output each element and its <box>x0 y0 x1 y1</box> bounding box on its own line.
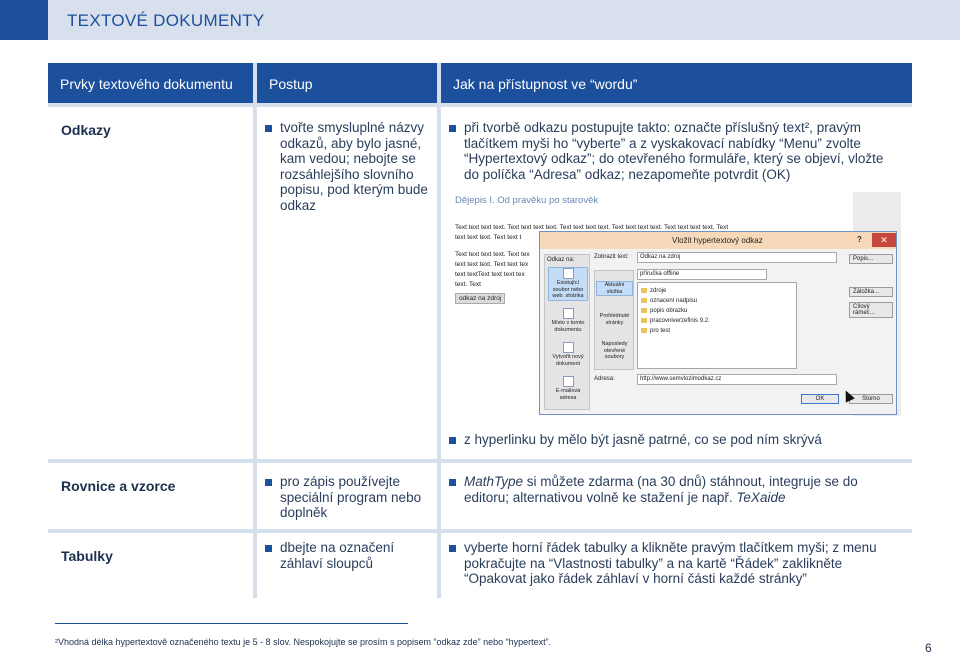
header-label: Postup <box>269 76 313 92</box>
browse-browsed-pages[interactable]: Prohlédnuté stránky <box>599 313 630 326</box>
file-list-item[interactable]: zdroje <box>641 288 666 294</box>
cancel-button[interactable]: Storno <box>849 394 893 404</box>
browse-current-folder[interactable]: Aktuální složka <box>596 281 633 296</box>
list-item: při tvorbě odkazu postupujte takto: označte příslušný text², pravým tlačítkem myši ho “vyberte” a z vyskakovací nabídky “Menu” zvolte “Hypertextový odkaz”; do otevřeného formuláře, který se objeví, vložte do políčka “Adresa” odkaz; nezapomeňte potvrdit (OK) <box>449 120 894 182</box>
browse-recent-files[interactable]: Naposledy otevřené soubory <box>601 341 628 360</box>
link-option-existing-file[interactable] <box>548 267 588 301</box>
list-item: dbejte na označení záhlaví sloupců <box>265 540 433 571</box>
row-rovnice-label-cell <box>48 463 253 529</box>
new-document-icon <box>563 342 574 353</box>
header-label: Jak na přístupnost ve “wordu” <box>453 76 638 92</box>
file-list-item[interactable]: pracovniverzefinis 9.2. <box>641 318 710 324</box>
file-list <box>637 282 797 369</box>
doc-text-line: text text text. Text text tex <box>455 261 529 268</box>
address-input[interactable]: http://www.semvlozimodkaz.cz <box>637 374 837 385</box>
row-label: Rovnice a vzorce <box>61 478 176 494</box>
row-rovnice-how-cell <box>441 463 912 529</box>
row-label: Odkazy <box>61 122 111 138</box>
row-tabulky-how-cell <box>441 533 912 598</box>
row-odkazy-postup-cell <box>257 107 437 459</box>
screen-tip-button[interactable]: Popis... <box>849 254 893 264</box>
list-item: vyberte horní řádek tabulky a klikněte pravým tlačítkem myši; z menu pokračujte na “Vlastnosti tabulky” a na kartě “Řádek” zaklikněte “Opakovat jako řádek záhlaví v horní části každé stránky” <box>449 540 894 587</box>
list-item: z hyperlinku by mělo být jasně patrné, co se pod ním skrývá <box>449 432 894 448</box>
option-label: Vytvořit nový dokument <box>552 354 584 367</box>
envelope-icon <box>563 376 574 387</box>
globe-file-icon <box>563 268 574 279</box>
doc-text-line: text text text. Text text t <box>455 234 522 241</box>
option-label: E-mailová adresa <box>555 388 581 401</box>
target-frame-button[interactable]: Cílový rámec... <box>849 302 893 318</box>
doc-text-line: text textText text text tex <box>455 271 525 278</box>
header-prvky <box>48 63 253 103</box>
close-icon[interactable]: ✕ <box>872 233 896 247</box>
ok-button[interactable]: OK <box>801 394 839 404</box>
link-option-email[interactable] <box>548 376 588 401</box>
file-list-item[interactable]: popis obrazku <box>641 308 687 314</box>
row-odkazy-label-cell <box>48 107 253 459</box>
texaide-name: TeXaide <box>736 489 786 505</box>
option-label: Místo v tomto dokumentu <box>551 320 585 333</box>
list-item: tvořte smysluplné názvy odkazů, aby bylo jasné, kam vedou; nebojte se rozsáhlejšího slovního popisu, pod kterým bude odkaz <box>265 120 437 213</box>
file-list-item[interactable]: oznacení nadpisu <box>641 298 697 304</box>
row-label: Tabulky <box>61 548 113 564</box>
list-item: pro zápis používejte speciální program nebo doplněk <box>265 474 433 521</box>
doc-text-line: text. Text <box>455 281 481 288</box>
hyperlink-dialog-screenshot <box>455 192 901 416</box>
mathtype-name: MathType <box>464 474 524 489</box>
look-in-select[interactable]: příručka offline <box>637 269 767 280</box>
list-item-text: si můžete zdarma (na 30 dnů) stáhnout, integruje se do editoru; alternativou volně ke stažení je např. <box>464 474 858 505</box>
link-option-new-document[interactable] <box>548 342 588 367</box>
link-to-panel <box>544 254 590 410</box>
row-tabulky-label-cell <box>48 533 253 598</box>
document-icon <box>563 308 574 319</box>
insert-hyperlink-dialog <box>539 231 897 415</box>
dialog-title: Vložit hypertextový odkaz <box>672 236 763 245</box>
file-list-item[interactable]: pro test <box>641 328 670 334</box>
doc-text-line: Text text text text. Text text text text. Text text text text. Text text text text. Text text text text. Text <box>455 224 729 231</box>
text-to-display-label: Zobrazit text: <box>594 254 629 260</box>
link-tooltip: odkaz na zdroj <box>455 293 505 304</box>
bookmark-button[interactable]: Záložka... <box>849 287 893 297</box>
link-to-label: Odkaz na: <box>547 257 575 263</box>
link-option-place-in-document[interactable] <box>548 308 588 333</box>
row-tabulky-postup-cell <box>257 533 437 598</box>
page-title: TEXTOVÉ DOKUMENTY <box>67 11 265 30</box>
footnote-divider <box>55 623 408 624</box>
row-rovnice-postup-cell <box>257 463 437 529</box>
browse-panel <box>594 270 634 370</box>
title-accent <box>0 0 48 40</box>
option-label: Existující soubor nebo web. stránka <box>552 280 584 299</box>
header-label: Prvky textového dokumentu <box>60 76 233 92</box>
list-item <box>449 474 869 505</box>
doc-hyperlink[interactable]: Dějepis I. Od pravěku po starověk <box>455 195 599 206</box>
help-icon[interactable]: ? <box>857 235 862 244</box>
header-jak <box>441 63 912 103</box>
text-to-display-input[interactable]: Odkaz na zdroj <box>637 252 837 263</box>
doc-text-line: Text text text text. Text tex <box>455 251 530 258</box>
header-postup <box>257 63 437 103</box>
footnote: ²Vhodná délka hypertextově označeného textu je 5 - 8 slov. Nespokojujte se prosím s popisem “odkaz zde” nebo “hypertext”. <box>55 637 552 647</box>
page-number: 6 <box>925 641 932 653</box>
address-label: Adresa: <box>594 376 615 382</box>
